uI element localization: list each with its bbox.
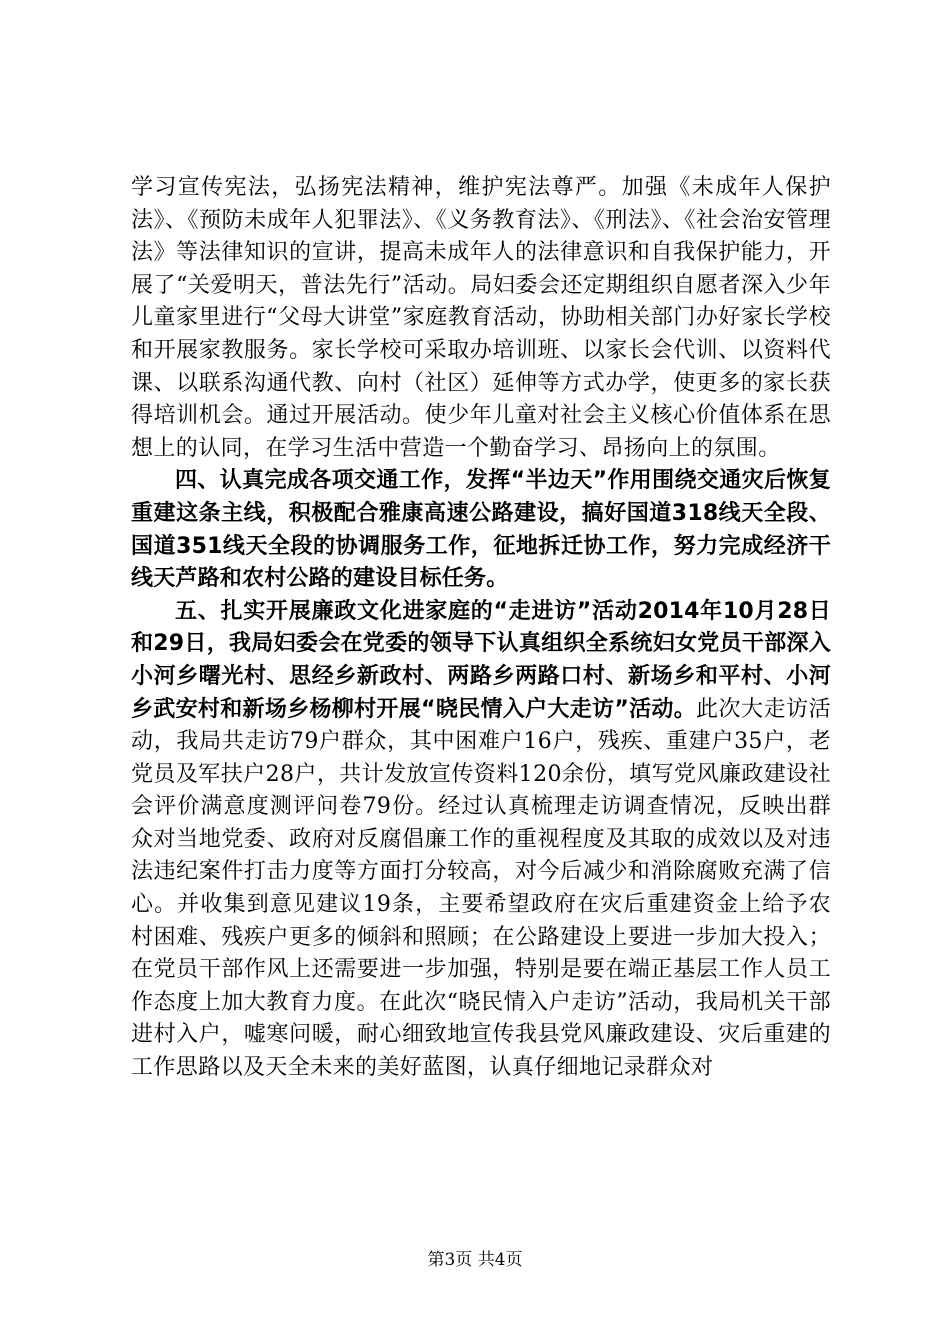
page-number-footer: 第3页 共4页	[427, 1250, 523, 1270]
paragraph-transport-work: 四、认真完成各项交通工作，发挥“半边天”作用围绕交通灾后恢复重建这条主线，积极配合雅康高速公路建设，搞好国道318线天全段、国道351线天全段的协调服务工作，征地拆迁协工作，努力完成经济干线天芦路和农村公路的建设目标任务。	[131, 468, 831, 592]
paragraph-legal-education: 学习宣传宪法，弘扬宪法精神，维护宪法尊严。加强《未成年人保护法》、《预防未成年人犯罪法》、《义务教育法》、《刑法》、《社会治安管理法》等法律知识的宣讲，提高未成年人的法律意识和自我保护能力，开展了“关爱明天，普法先行”活动。局妇委会还定期组织自愿者深入少年儿童家里进行“父母大讲堂”家庭教育活动，协助相关部门办好家长学校和开展家教服务。家长学校可采取办培训班、以家长会代训、以资料代课、以联系沟通代教、向村（社区）延伸等方式办学，使更多的家长获得培训机会。通过开展活动。使少年儿童对社会主义核心价值体系在思想上的认同，在学习生活中营造一个勤奋学习、昂扬向上的氛围。	[131, 175, 831, 461]
paragraph-integrity-visit-heading: 五、扎实开展廉政文化进家庭的“走进访”活动2014年10月28日和29日，我局妇委会在党委的领导下认真组织全系统妇女党员干部深入小河乡曙光村、思经乡新政村、两路乡两路口村、新场乡和平村、小河乡武安村和新场乡杨柳村开展“晓民情入户大走访”活动。	[131, 598, 831, 722]
paragraph-integrity-visit	[131, 596, 831, 1085]
paragraph-integrity-visit-body: 此次大走访活动，我局共走访79户群众，其中困难户16户，残疾、重建户35户，老党员及军扶户28户，共计发放宣传资料120余份，填写党风廉政建设社会评价满意度测评问卷79份。经过认真梳理走访调查情况，反映出群众对当地党委、政府对反腐倡廉工作的重视程度及其取的成效以及对违法违纪案件打击力度等方面打分较高，对今后减少和消除腐败充满了信心。并收集到意见建议19条，主要希望政府在灾后重建资金上给予农村困难、残疾户更多的倾斜和照顾；在公路建设上要进一步加大投入；在党员干部作风上还需要进一步加强，特别是要在端正基层工作人员工作态度上加大教育力度。在此次“晓民情入户走访”活动，我局机关干部进村入户，嘘寒问暖，耐心细致地宣传我县党风廉政建设、灾后重建的工作思路以及天全未来的美好蓝图，认真仔细地记录群众对	[131, 696, 831, 1081]
document-body	[131, 172, 831, 1085]
